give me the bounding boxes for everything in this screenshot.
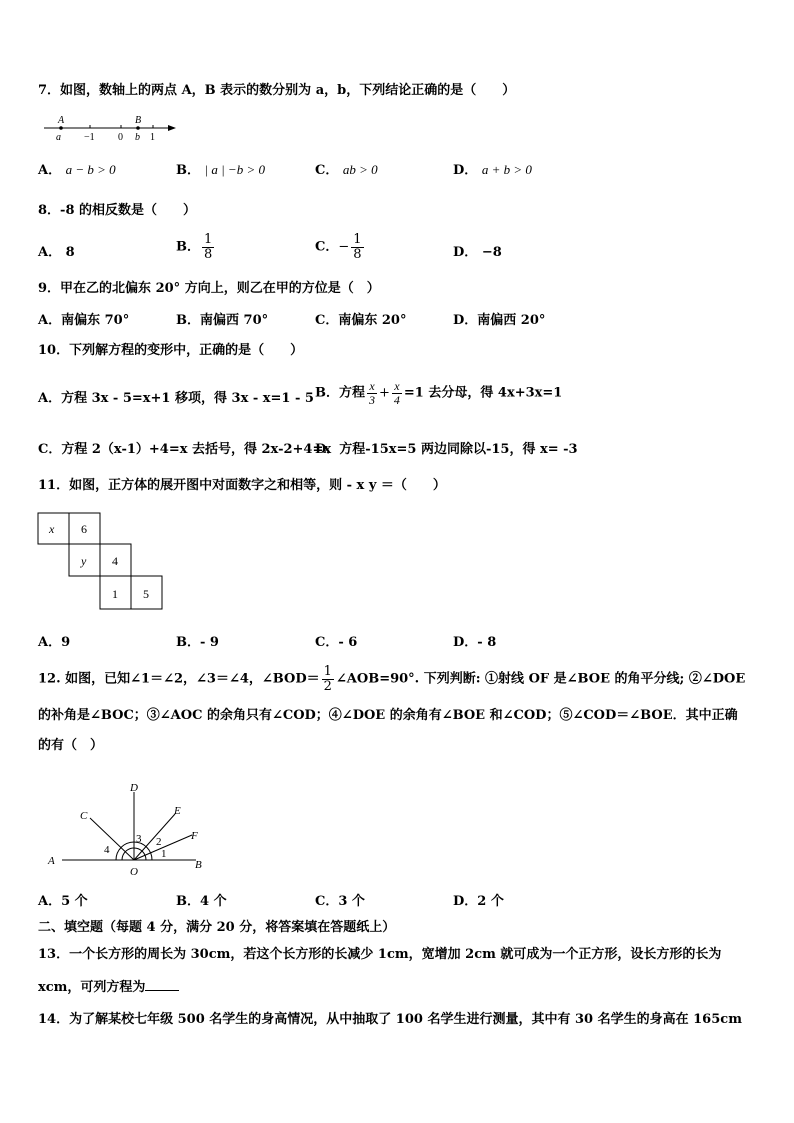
fig-angle-2: 2 [156, 836, 162, 848]
q9-option-d: D．南偏西 20° [453, 313, 546, 328]
axis-label-neg1: −1 [84, 132, 95, 143]
net-cell-6: 6 [81, 522, 87, 536]
q12-angle-figure [44, 778, 214, 878]
q12-line2: 的补角是∠BOC；③∠AOC 的余角只有∠COD；④∠DOE 的余角有∠BOE 和∠COD；⑤∠COD＝∠BOE．其中正确 [38, 708, 738, 723]
q7-number-line [40, 113, 185, 145]
q11-option-b: B．- 9 [176, 635, 219, 650]
q10-option-d: D．方程-15x=5 两边同除以-15，得 x= -3 [315, 442, 578, 457]
axis-label-A: A [58, 115, 65, 126]
fig-angle-1: 1 [161, 848, 167, 860]
fig-label-C: C [80, 810, 88, 822]
net-cell-5: 5 [143, 587, 149, 601]
q8-option-c: C．− $\frac{1}{8}$ [315, 232, 362, 262]
q12-line1: 12. 如图，已知∠1＝∠2，∠3＝∠4，∠BOD＝ $\frac{1}{2}$ ∠AOB=90°. 下列判断: ①射线 OF 是∠BOE 的角平分线; ②∠DOE [38, 664, 746, 694]
q10-option-b: B．方程 $\frac{x}{3}$ + $\frac{x}{4}$ =1 去分母，得 4x+3x=1 [315, 379, 563, 407]
q12-line3: 的有（ ） [38, 738, 104, 753]
section-heading: 二、填空题（每题 4 分，满分 20 分，将答案填在答题纸上） [38, 920, 396, 935]
axis-label-one: 1 [150, 132, 155, 143]
q10-option-c: C．方程 2（x-1）+4=x 去括号，得 2x-2+4=x [38, 442, 332, 457]
q13-line1: 13．一个长方形的周长为 30cm，若这个长方形的长减少 1cm，宽增加 2cm 就可成为一个正方形，设长方形的长为 [38, 947, 722, 962]
q11-option-a: A．9 [38, 635, 71, 650]
q9-option-a: A．南偏东 70° [38, 313, 130, 328]
q11-stem: 11．如图，正方体的展开图中对面数字之和相等，则 - x y ＝（ ） [38, 478, 446, 493]
q12-option-c: C．3 个 [315, 894, 365, 909]
fig-label-E: E [174, 805, 181, 817]
axis-label-B: B [135, 115, 142, 126]
q7-stem: 7．如图，数轴上的两点 A，B 表示的数分别为 a，b，下列结论正确的是（ ） [38, 83, 516, 98]
q7-option-b: B． | a | −b > 0 [176, 162, 265, 178]
fig-label-D: D [130, 782, 138, 794]
q10-option-a: A．方程 3x - 5=x+1 移项，得 3x - x=1 - 5 [38, 391, 314, 406]
q11-option-c: C．- 6 [315, 635, 358, 650]
fig-label-B: B [195, 859, 202, 871]
q8-option-d: D． −8 [453, 245, 502, 260]
q12-option-d: D．2 个 [453, 894, 504, 909]
q14-line1: 14．为了解某校七年级 500 名学生的身高情况，从中抽取了 100 名学生进行测量，其中有 30 名学生的身高在 165cm [38, 1012, 742, 1027]
q9-option-b: B．南偏西 70° [176, 313, 269, 328]
fig-label-F: F [191, 830, 198, 842]
q8-option-b: B． $\frac{1}{8}$ [176, 232, 213, 262]
q7-option-c: C． ab > 0 [315, 162, 378, 178]
q8-option-a: A． 8 [38, 245, 75, 260]
q7-option-d: D． a + b > 0 [453, 162, 532, 178]
net-cell-y: y [81, 554, 87, 568]
net-cell-x: x [49, 522, 55, 536]
fig-angle-4: 4 [104, 844, 110, 856]
axis-label-a: a [56, 132, 61, 143]
axis-label-zero: 0 [118, 132, 123, 143]
q11-option-d: D．- 8 [453, 635, 497, 650]
axis-label-b: b [135, 132, 140, 143]
net-cell-4: 4 [112, 554, 118, 568]
q9-option-c: C．南偏东 20° [315, 313, 407, 328]
fig-label-O: O [130, 866, 138, 878]
q8-stem: 8．-8 的相反数是（ ） [38, 203, 197, 218]
fig-angle-3: 3 [136, 833, 142, 845]
fig-label-A: A [48, 855, 55, 867]
q13-line2: xcm，可列方程为 [38, 978, 179, 996]
q12-option-b: B．4 个 [176, 894, 227, 909]
q13-answer-blank[interactable] [145, 978, 179, 991]
q12-option-a: A．5 个 [38, 894, 88, 909]
q10-stem: 10．下列解方程的变形中，正确的是（ ） [38, 343, 304, 358]
q7-option-a: A． a − b > 0 [38, 162, 116, 178]
q9-stem: 9．甲在乙的北偏东 20° 方向上，则乙在甲的方位是（ ） [38, 281, 380, 296]
net-cell-1: 1 [112, 587, 118, 601]
q11-cube-net [37, 512, 165, 614]
